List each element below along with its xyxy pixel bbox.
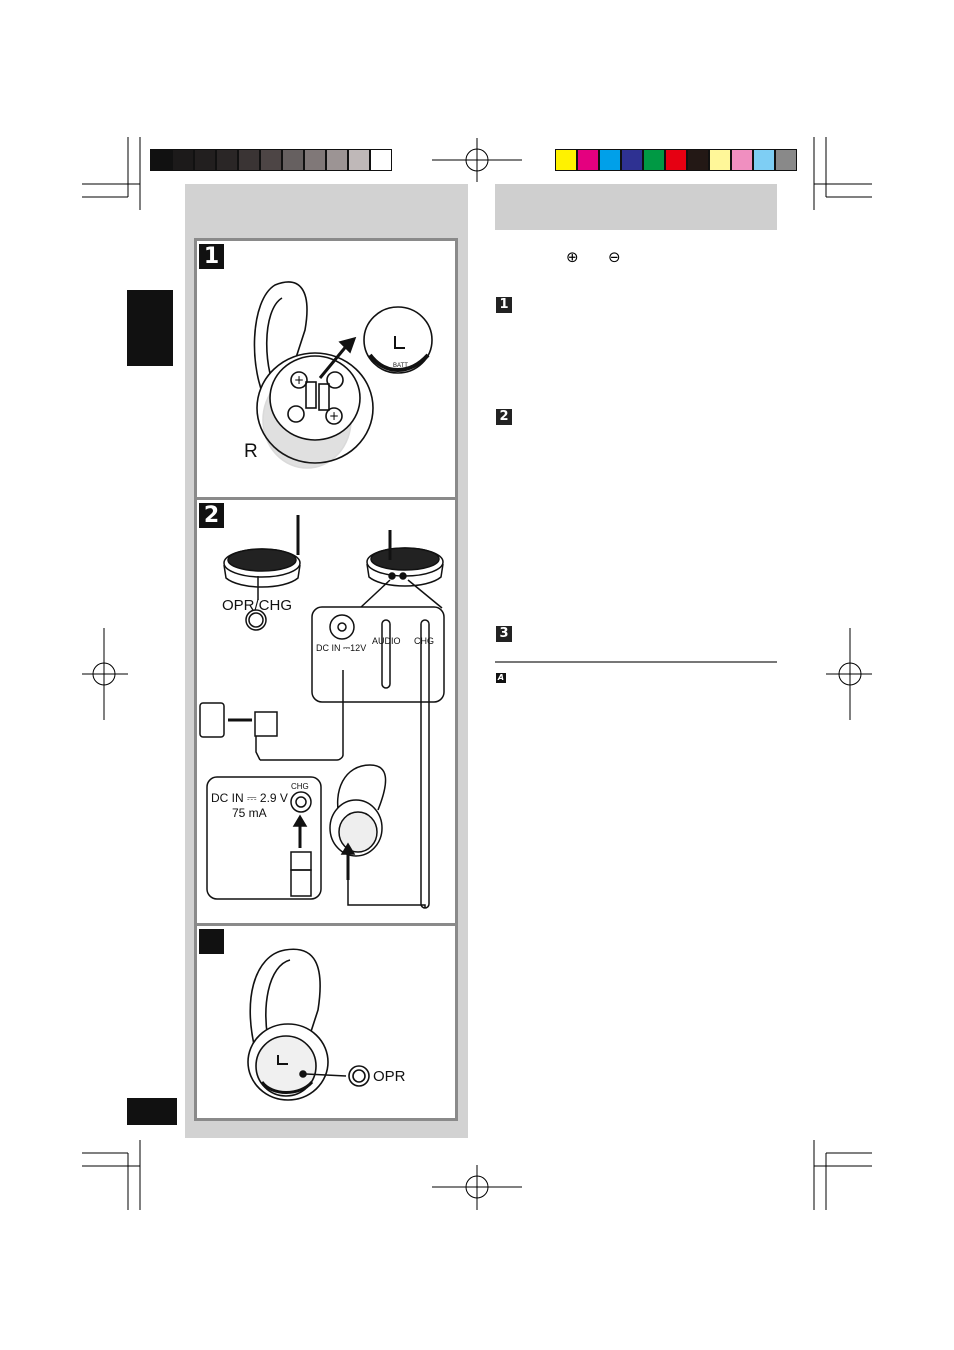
- battery-cover-text: BATT: [393, 363, 408, 369]
- figure-1-step-number: 1: [199, 244, 224, 269]
- minus-symbol-icon: ⊖: [608, 248, 621, 266]
- headphone-current-label: 75 mA: [232, 806, 267, 820]
- step-2-heading-number: 2: [496, 409, 512, 425]
- dc-in-12v-label: DC IN ⎓12V: [316, 643, 367, 653]
- opr-label: OPR: [373, 1068, 406, 1085]
- headphone-chg-label: CHG: [291, 782, 309, 791]
- svg-text:+: +: [293, 373, 305, 387]
- note-marker: A: [497, 673, 505, 682]
- section-divider: [495, 661, 777, 663]
- svg-text:+: +: [328, 409, 340, 423]
- right-side-label: R: [244, 441, 258, 462]
- section-header-bar: [495, 184, 777, 230]
- opr-chg-switch-label: OPR/CHG: [222, 597, 293, 614]
- chg-jack-label: CHG: [414, 636, 434, 646]
- plus-symbol-icon: ⊕: [566, 248, 579, 266]
- figure-2-step-number: 2: [199, 503, 224, 528]
- audio-jack-label: AUDIO: [372, 636, 401, 646]
- step-3-heading-number: 3: [496, 626, 512, 642]
- headphone-dc-in-label: DC IN ⎓ 2.9 V: [211, 791, 288, 805]
- step-1-heading-number: 1: [496, 297, 512, 313]
